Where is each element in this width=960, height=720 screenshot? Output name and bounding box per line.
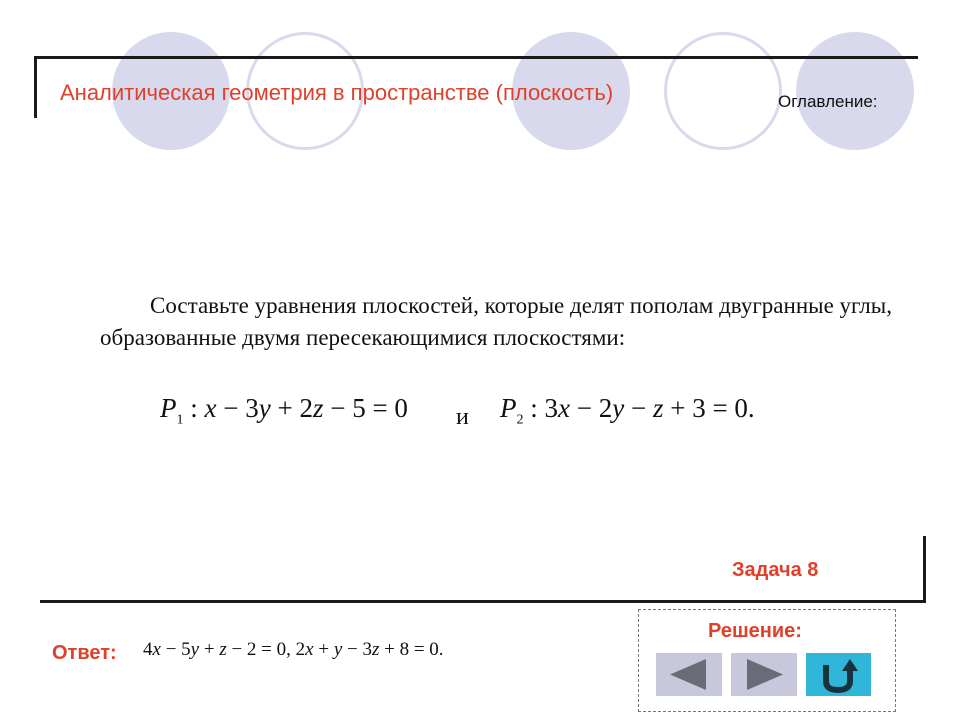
prev-icon	[656, 653, 722, 696]
prev-button[interactable]	[655, 652, 723, 697]
solution-link[interactable]: Решение:	[708, 620, 802, 642]
problem-text: Составьте уравнения плоскостей, которые делят пополам двугранные углы, образованные двумя пересекающимися плоскостями:	[100, 293, 892, 350]
return-button[interactable]	[805, 652, 872, 697]
answer-label: Ответ:	[52, 642, 117, 664]
conjunction-word: и	[456, 404, 469, 430]
plane-equation-1: $P_1$ : x − 3y + 2z − 5 = 0	[160, 393, 408, 428]
return-icon	[806, 653, 871, 696]
next-button[interactable]	[730, 652, 798, 697]
header-left-bar	[34, 56, 37, 118]
plane-equation-2: $P_2$ : 3x − 2y − z + 3 = 0.	[500, 393, 755, 428]
answer-equations: 4x − 5y + z − 2 = 0, 2x + y − 3z + 8 = 0.	[143, 639, 444, 660]
footer-rule	[40, 600, 926, 603]
next-icon	[731, 653, 797, 696]
page-title: Аналитическая геометрия в пространстве (плоскость)	[60, 80, 614, 105]
footer-right-bar	[923, 536, 926, 603]
decor-circle-5	[796, 32, 914, 150]
header-rule	[34, 56, 918, 59]
decor-circle-4	[664, 32, 782, 150]
task-label: Задача 8	[732, 559, 819, 581]
toc-link[interactable]: Оглавление:	[778, 92, 878, 111]
problem-statement	[100, 290, 892, 354]
